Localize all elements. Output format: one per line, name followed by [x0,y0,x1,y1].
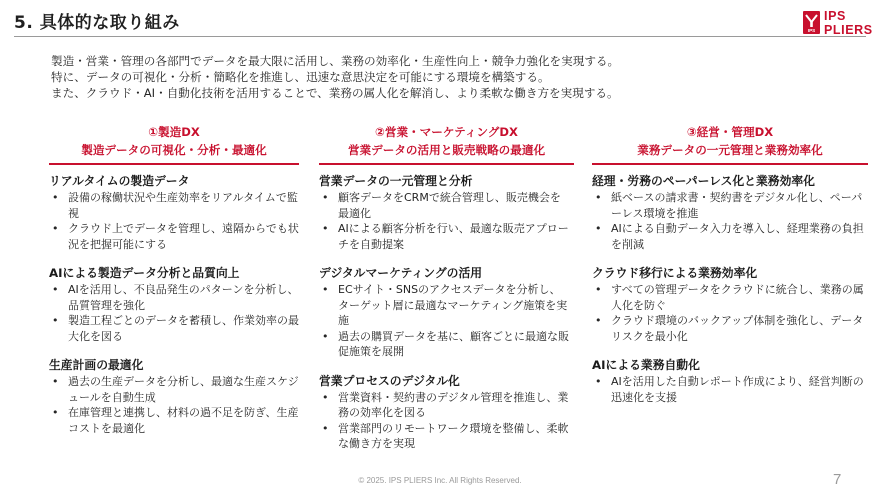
bullet-dot-icon: • [52,283,59,296]
bullet-dot-icon: • [595,375,602,388]
section-title: 経理・労務のペーパーレス化と業務効率化 [592,174,815,188]
column-heading [49,124,299,159]
column-management-dx [592,124,868,418]
bullet-text: クラウド上でデータを管理し、遠隔からでも状況を把握可能にする [68,222,299,251]
bullet-dot-icon: • [322,222,329,235]
section-title: リアルタイムの製造データ [49,174,190,188]
column-heading [319,124,574,159]
column-heading-number: ①製造DX [148,125,200,139]
initiative-section [319,173,574,252]
column-sections [49,165,299,436]
column-heading-subtitle: 製造データの可視化・分析・最適化 [81,142,267,157]
initiative-section [319,265,574,360]
bullet-text: 営業部門のリモートワーク環境を整備し、柔軟な働き方を実現 [338,421,569,450]
bullet-item [49,221,299,252]
bullet-dot-icon: • [322,421,329,435]
column-heading [592,124,868,159]
bullet-dot-icon: • [595,314,602,327]
bullet-dot-icon: • [322,390,329,404]
section-title: AIによる業務自動化 [592,358,700,372]
bullet-text: 設備の稼働状況や生産効率をリアルタイムで監視 [68,191,298,220]
bullet-item [319,421,574,452]
bullet-item [592,313,868,344]
initiative-section [592,265,868,344]
section-title: 営業プロセスのデジタル化 [319,373,460,388]
column-heading-number: ③経営・管理DX [686,125,774,139]
initiative-section [49,265,299,344]
column-sections [592,165,868,405]
bullet-text: AIによる自動データ入力を導入し、経理業務の負担を削減 [611,222,864,251]
pliers-logo-icon [803,11,820,34]
bullet-dot-icon: • [595,191,602,204]
bullet-text: AIを活用した自動レポート作成により、経営判断の迅速化を支援 [611,375,864,404]
bullet-text: 顧客データをCRMで統合管理し、販売機会を最適化 [338,191,561,220]
column-sections [319,165,574,452]
bullet-dot-icon: • [52,191,59,204]
bullet-item [49,405,299,436]
logo-mark-text: IPS [807,28,816,33]
bullet-item [319,329,574,360]
bullet-item [592,190,868,221]
bullet-text: クラウド環境のバックアップ体制を強化し、データリスクを最小化 [611,314,864,343]
bullet-text: AIによる顧客分析を行い、最適な販売アプローチを自動提案 [338,222,569,251]
bullet-dot-icon: • [52,406,59,419]
logo-text-line1: IPS [824,9,846,23]
bullet-item [49,374,299,405]
intro-paragraph [51,53,619,101]
initiative-section [592,357,868,405]
initiative-section [49,173,299,252]
bullet-dot-icon: • [595,283,602,296]
copyright-footer: © 2025. IPS PLIERS Inc. All Rights Reserved. [358,476,522,485]
bullet-item [319,190,574,221]
bullet-item [49,313,299,344]
bullet-item [49,282,299,313]
bullet-item [319,221,574,252]
column-heading-subtitle: 営業データの活用と販売戦略の最適化 [347,142,546,157]
page-number: 7 [833,471,842,488]
section-title: デジタルマーケティングの活用 [319,266,483,280]
column-heading-subtitle: 業務データの一元管理と業務効率化 [637,142,823,157]
bullet-text: AIを活用し、不良品発生のパターンを分析し、品質管理を強化 [68,283,299,312]
bullet-dot-icon: • [52,222,59,235]
initiative-section [592,173,868,252]
bullet-item [592,282,868,313]
bullet-text: 紙ベースの請求書・契約書をデジタル化し、ペーパーレス環境を推進 [611,191,863,220]
bullet-text: 製造工程ごとのデータを蓄積し、作業効率の最大化を図る [68,314,299,343]
section-title: 営業データの一元管理と分析 [319,174,473,188]
bullet-text: ECサイト・SNSのアクセスデータを分析し、ターゲット層に最適なマーケティング施策を実施 [338,283,568,327]
bullet-dot-icon: • [52,314,59,327]
company-logo [803,7,875,39]
bullet-item [592,374,868,405]
bullet-dot-icon: • [322,191,329,204]
intro-line: 特に、データの可視化・分析・簡略化を推進し、迅速な意思決定を可能にする環境を構築する。 [51,70,550,84]
bullet-text: 営業資料・契約書のデジタル管理を推進し、業務の効率化を図る [338,390,569,419]
bullet-text: 過去の購買データを基に、顧客ごとに最適な販促施策を展開 [338,329,569,358]
intro-line: 製造・営業・管理の各部門でデータを最大限に活用し、業務の効率化・生産性向上・競争力強化を実現する。 [51,54,620,68]
title-divider [14,36,866,37]
bullet-text: 過去の生産データを分析し、最適な生産スケジュールを自動生成 [68,375,299,404]
bullet-item [319,282,574,329]
bullet-dot-icon: • [322,283,329,296]
slide-title: 5. 具体的な取り組み [14,13,180,33]
bullet-item [592,221,868,252]
column-manufacturing-dx [49,124,299,449]
intro-line: また、クラウド・AI・自動化技術を活用することで、業務の属人化を解消し、より柔軟な働き方を実現する。 [51,86,619,100]
logo-text-line2: PLIERS [824,23,873,37]
bullet-dot-icon: • [322,329,329,343]
column-sales-marketing-dx [319,124,574,465]
bullet-dot-icon: • [52,375,59,388]
initiative-section [319,373,574,452]
column-heading-number: ②営業・マーケティングDX [375,125,518,139]
section-title: AIによる製造データ分析と品質向上 [49,266,240,280]
bullet-item [49,190,299,221]
section-title: 生産計画の最適化 [49,358,144,372]
section-title: クラウド移行による業務効率化 [592,266,758,280]
bullet-dot-icon: • [595,222,602,235]
bullet-text: 在庫管理と連携し、材料の過不足を防ぎ、生産コストを最適化 [68,406,299,435]
initiative-section [49,357,299,436]
bullet-item [319,390,574,421]
bullet-text: すべての管理データをクラウドに統合し、業務の属人化を防ぐ [611,283,864,312]
